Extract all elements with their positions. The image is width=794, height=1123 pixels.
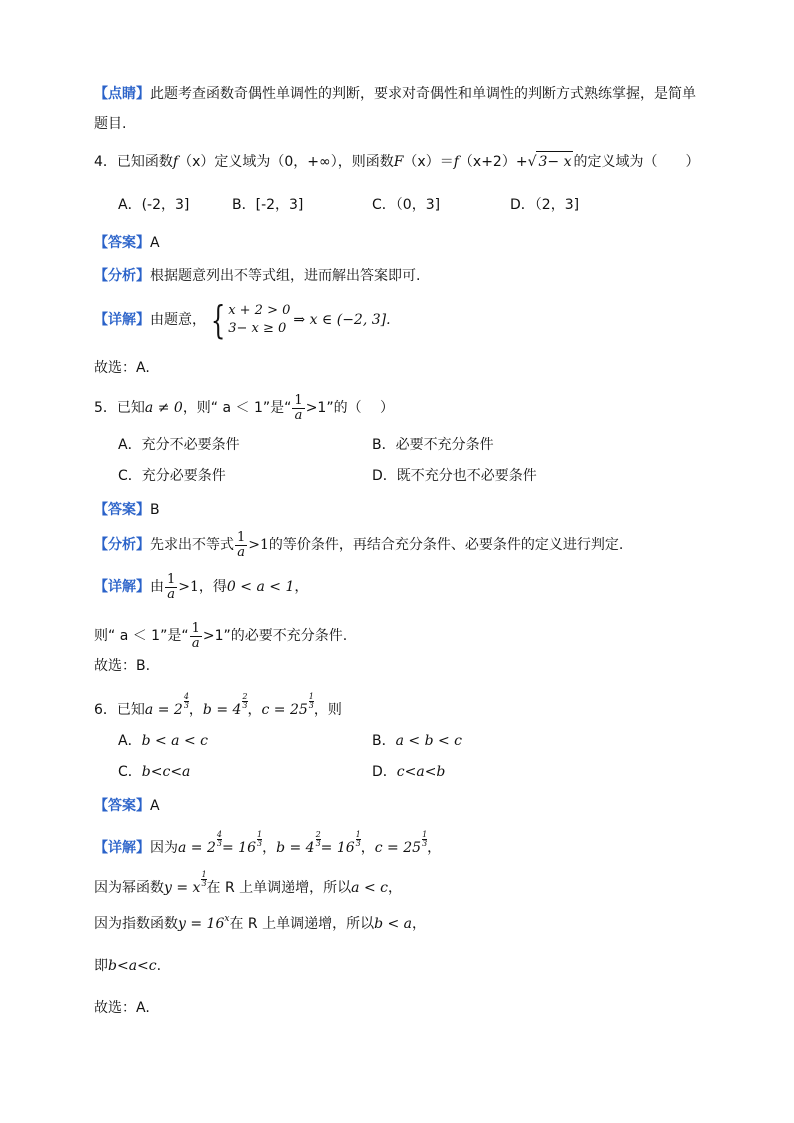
separator: ， [188,702,203,718]
detail-tag: 【详解】 [94,840,150,856]
q6-detail-line-2 [94,870,402,898]
frac-num: 1 [294,392,303,408]
q4-choose [94,358,150,378]
detail-tag: 【详解】 [94,312,150,328]
q5-stem-text: 已知 [116,400,145,416]
answer-value: B [150,502,160,518]
exp-num: 2 [242,692,248,701]
detail-c-exp [422,831,427,848]
q4-f2: f [453,154,459,170]
power-exp [201,871,206,888]
exp-den: 3 [183,701,189,710]
q4-option-d [510,195,579,215]
power-function: y = x [164,880,201,896]
detail-16-exp [257,831,262,848]
q4-answer [94,233,160,253]
q5-detail-fraction [165,573,177,602]
detail-result: a < c [351,880,388,896]
detail-text: 由题意， [150,312,206,328]
q4-stem-text-4: （x+2）+ [458,154,528,170]
detail-text-2: 在 R 上单调递增，所以 [229,916,375,932]
option-label: B． [232,197,256,213]
option-text: c<a<b [396,764,446,780]
frac-num: 1 [191,620,200,636]
conclusion-text-2: >1”的必要不充分条件. [202,628,348,644]
exp-num: 1 [355,830,361,839]
frac-num: 1 [167,571,176,587]
detail-eq16: = 16 [221,840,256,856]
analysis-text-2: 的等价条件，再结合充分条件、必要条件的定义进行判定. [268,537,624,553]
option-label: D． [510,197,535,213]
exp-num: 2 [315,830,321,839]
answer-value: A [150,798,160,814]
frac-den: a [191,635,200,651]
frac-den: a [167,586,176,602]
q4-inequality-system: { x + 2 > 0 3− x ≥ 0 [210,298,291,342]
exp-den: 3 [308,701,314,710]
detail-a-exp [217,831,222,848]
analysis-text: 先求出不等式 [150,537,234,553]
q6-stem-end: ，则 [313,702,342,718]
conclusion-text: 则“ a ＜ 1”是“ [94,628,189,644]
frac-den: a [294,407,303,423]
detail-result: ⇒ x ∈ (−2, 3]. [293,312,391,328]
answer-value: A [150,235,160,251]
dianjing-tag: 【点睛】 [94,86,150,102]
detail-c: c = 25 [374,840,422,856]
exp-den: 3 [355,839,361,848]
option-label: C． [118,764,142,780]
q6-detail [94,828,441,858]
q5-option-c [118,466,226,486]
option-text: b<c<a [141,764,191,780]
q6-detail-line-4 [94,956,161,976]
detail-eq16-b: = 16 [320,840,355,856]
q5-conclusion-fraction [190,622,202,651]
separator: ， [262,840,277,856]
detail-text: 因为指数函数 [94,916,178,932]
option-text: 充分必要条件 [141,468,226,484]
q6-b-base: b = 4 [202,702,242,718]
option-label: D． [372,764,397,780]
q6-option-a [118,731,208,751]
separator: ， [360,840,375,856]
exp-den: 3 [256,839,263,848]
q6-option-b [372,731,462,751]
q5-stem [94,392,394,424]
exp-sup: x [224,914,230,924]
q4-option-c [372,195,440,215]
option-text: (-2，3] [141,197,190,213]
answer-tag: 【答案】 [94,235,150,251]
q4-option-b [232,195,303,215]
dianjing-line-1 [94,84,696,104]
q5-fraction [292,394,304,423]
option-text: 充分不必要条件 [141,437,240,453]
system-row-1: x + 2 > 0 [228,303,291,318]
detail-b-exp [316,831,321,848]
q6-choose [94,998,150,1018]
option-label: C． [372,197,396,213]
detail-text: 由 [150,579,164,595]
option-label: B． [372,733,396,749]
detail-tag: 【详解】 [94,579,150,595]
analysis-text: 根据题意列出不等式组，进而解出答案即可. [150,268,421,284]
option-label: D． [372,468,397,484]
q4-stem-text: 已知函数 [116,154,173,170]
q4-sqrt-content: 3− x [536,151,573,172]
frac-num: 1 [237,529,246,545]
exp-function: y = 16 [178,916,225,932]
q6-b-exponent [242,693,247,710]
exp-num: 4 [216,830,222,839]
q4-stem [94,151,699,172]
option-label: A． [118,197,142,213]
q5-option-d [372,466,537,486]
exp-num: 1 [256,830,263,839]
choose-text: 故选：B. [94,658,151,674]
detail-a: a = 2 [178,840,216,856]
dianjing-text-1: 此题考查函数奇偶性单调性的判断，要求对奇偶性和单调性的判断方式熟练掌握，是简单 [150,86,696,102]
analysis-gt: >1 [248,537,269,553]
q6-stem-text: 已知 [116,702,145,718]
q6-c-exponent [309,693,314,710]
q4-stem-text-3: （x）＝ [403,154,454,170]
q6-detail-line-3 [94,914,426,936]
q5-detail [94,571,308,603]
detail-end: ， [294,579,309,595]
q4-analysis [94,266,420,286]
system-row-2: 3− x ≥ 0 [228,321,287,336]
exp-den: 3 [422,839,428,848]
dianjing-line-2 [94,114,126,134]
option-label: B． [372,437,396,453]
q5-stem-text-2: ，则“ a ＜ 1”是“ [182,400,292,416]
option-text: （2，3] [534,197,580,213]
exp-num: 4 [183,692,189,701]
frac-den: a [237,544,246,560]
choose-text: 故选：A. [94,360,150,376]
q5-option-b [372,435,494,455]
exp-den: 3 [315,839,321,848]
option-label: A． [118,437,142,453]
separator: ， [247,702,262,718]
q4-f: f [172,154,179,170]
option-text: [-2，3] [255,197,304,213]
answer-tag: 【答案】 [94,502,150,518]
q5-stem-text-3: >1”的（ ） [305,400,395,416]
q4-option-a [118,195,189,215]
option-text: 必要不充分条件 [395,437,494,453]
q4-F: F [393,154,404,170]
q6-option-c [118,762,190,782]
detail-16b-exp [356,831,361,848]
detail-result: b<a<c [108,958,157,974]
detail-result: b < a [374,916,413,932]
option-text: a < b < c [395,733,463,749]
detail-text: 因为 [150,840,178,856]
detail-end: ， [412,916,427,932]
analysis-tag: 【分析】 [94,268,150,284]
detail-text: 即 [94,958,108,974]
analysis-tag: 【分析】 [94,537,150,553]
q4-number: 4． [94,154,117,170]
answer-tag: 【答案】 [94,798,150,814]
option-label: A． [118,733,142,749]
q6-number: 6． [94,702,117,718]
exp-den: 3 [242,701,248,710]
q6-c-base: c = 25 [261,702,308,718]
q4-stem-text-5: 的定义域为（ ） [573,154,700,170]
dianjing-text-2: 题目. [94,116,127,132]
exp-den: 3 [201,879,207,888]
q4-detail [94,300,391,340]
q5-answer [94,500,160,520]
detail-result: 0 < a < 1 [226,579,295,595]
detail-end: . [156,958,162,974]
exp-num: 1 [201,870,207,879]
detail-text-2: ，得 [198,579,227,595]
choose-text: 故选：A. [94,1000,150,1016]
q5-choose [94,656,150,676]
option-label: C． [118,468,142,484]
detail-gt: >1 [178,579,199,595]
q6-option-d [372,762,445,782]
detail-text: 因为幂函数 [94,880,164,896]
exp-den: 3 [216,839,222,848]
q5-analysis [94,529,623,561]
q6-a-base: a = 2 [144,702,183,718]
exp-num: 1 [422,830,428,839]
q6-stem [94,690,342,720]
q5-number: 5． [94,400,117,416]
detail-text-2: 在 R 上单调递增，所以 [206,880,352,896]
q5-conclusion [94,620,347,652]
q6-answer [94,796,160,816]
exp-num: 1 [308,692,314,701]
separator: ， [427,840,442,856]
q4-stem-text-2: （x）定义域为（0，+∞），则函数 [178,154,394,170]
q5-option-a [118,435,240,455]
q5-analysis-fraction [235,531,247,560]
detail-b: b = 4 [276,840,315,856]
q4-sqrt: √ 3− x [528,151,574,172]
option-text: （0，3] [395,197,441,213]
q6-a-exponent [184,693,189,710]
option-text: b < a < c [141,733,208,749]
detail-end: ， [388,880,402,896]
q5-condition: a ≠ 0 [144,400,183,416]
option-text: 既不充分也不必要条件 [396,468,537,484]
